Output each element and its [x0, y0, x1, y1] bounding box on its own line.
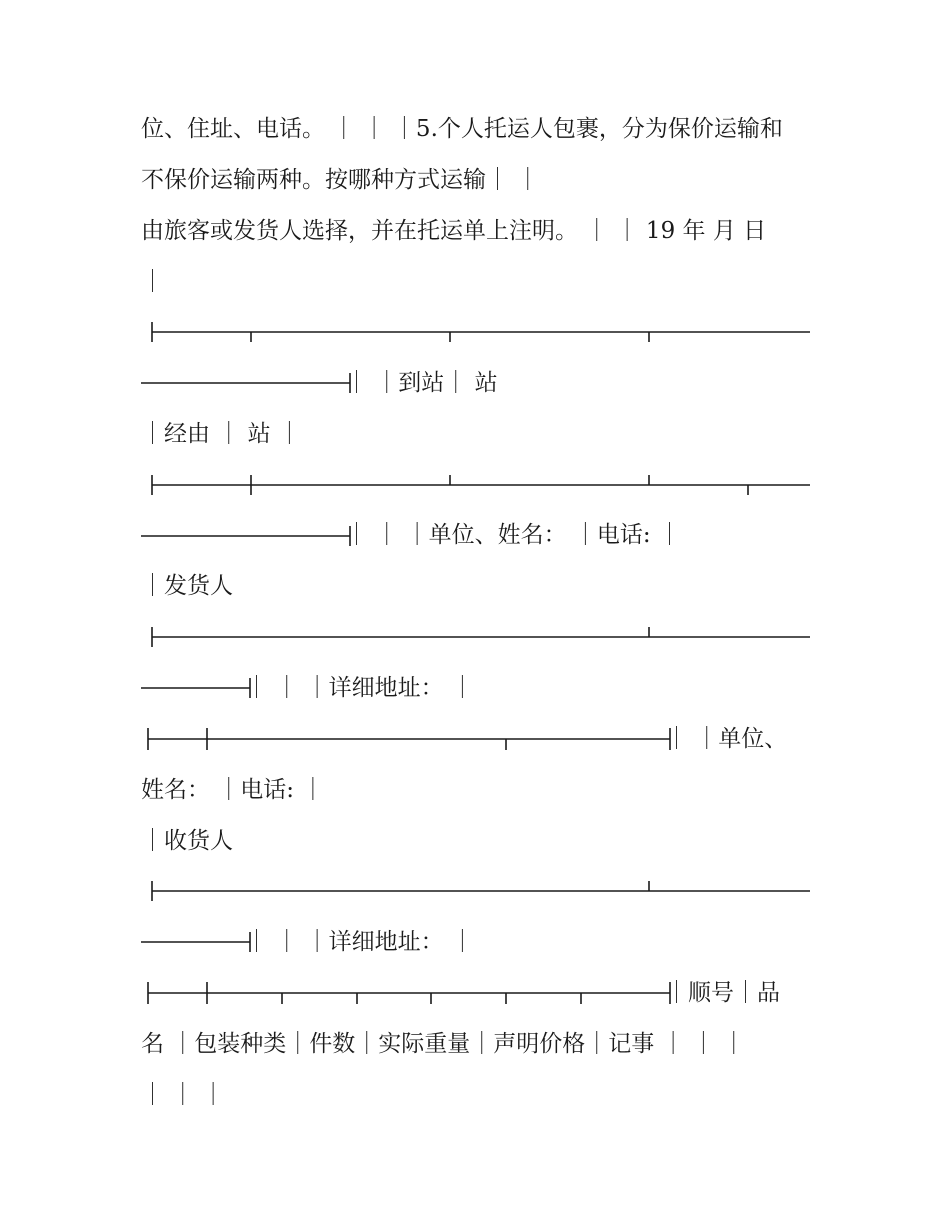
text-line-receiver-address: ｜ ｜ ｜详细地址： ｜	[245, 929, 474, 955]
rule-row-7	[148, 728, 670, 750]
rule-row-8	[152, 881, 810, 901]
text-line-sender-name: ｜ ｜ ｜单位、姓名： ｜电话: ｜	[345, 522, 681, 548]
text-line-receiver-name: 姓名： ｜电话: ｜	[141, 777, 325, 803]
text-line-sender-address: ｜ ｜ ｜详细地址： ｜	[245, 675, 474, 701]
rule-row-4	[141, 526, 350, 546]
text-line-receiver-unit: ｜ ｜单位、	[665, 726, 788, 752]
rule-row-10	[148, 982, 670, 1004]
rule-row-3	[152, 475, 810, 495]
text-line-2: 不保价运输两种。按哪种方式运输｜ ｜	[141, 167, 540, 193]
text-line-1: 位、住址、电话。 ｜ ｜ ｜5.个人托运人包裹，分为保价运输和	[141, 116, 783, 142]
text-line-arrival: ｜ ｜到站｜ 站	[345, 370, 498, 396]
rule-row-2	[141, 373, 350, 393]
rule-row-1	[152, 322, 810, 342]
text-line-3: 由旅客或发货人选择，并在托运单上注明。 ｜ ｜ 19 年 月 日	[141, 218, 767, 244]
text-line-seq-header: ｜顺号｜品	[665, 980, 780, 1006]
text-line-sender: ｜发货人	[141, 573, 233, 599]
text-line-goods-header: 名 ｜包装种类｜件数｜实际重量｜声明价格｜记事 ｜ ｜ ｜	[141, 1031, 746, 1057]
text-line-4: ｜	[141, 269, 164, 295]
rule-row-5	[152, 627, 810, 647]
text-line-receiver: ｜收货人	[141, 828, 233, 854]
text-line-via: ｜经由 ｜ 站 ｜	[141, 421, 301, 447]
rule-row-9	[141, 932, 250, 952]
text-line-last: ｜ ｜ ｜	[141, 1082, 225, 1108]
rule-row-6	[141, 678, 250, 698]
